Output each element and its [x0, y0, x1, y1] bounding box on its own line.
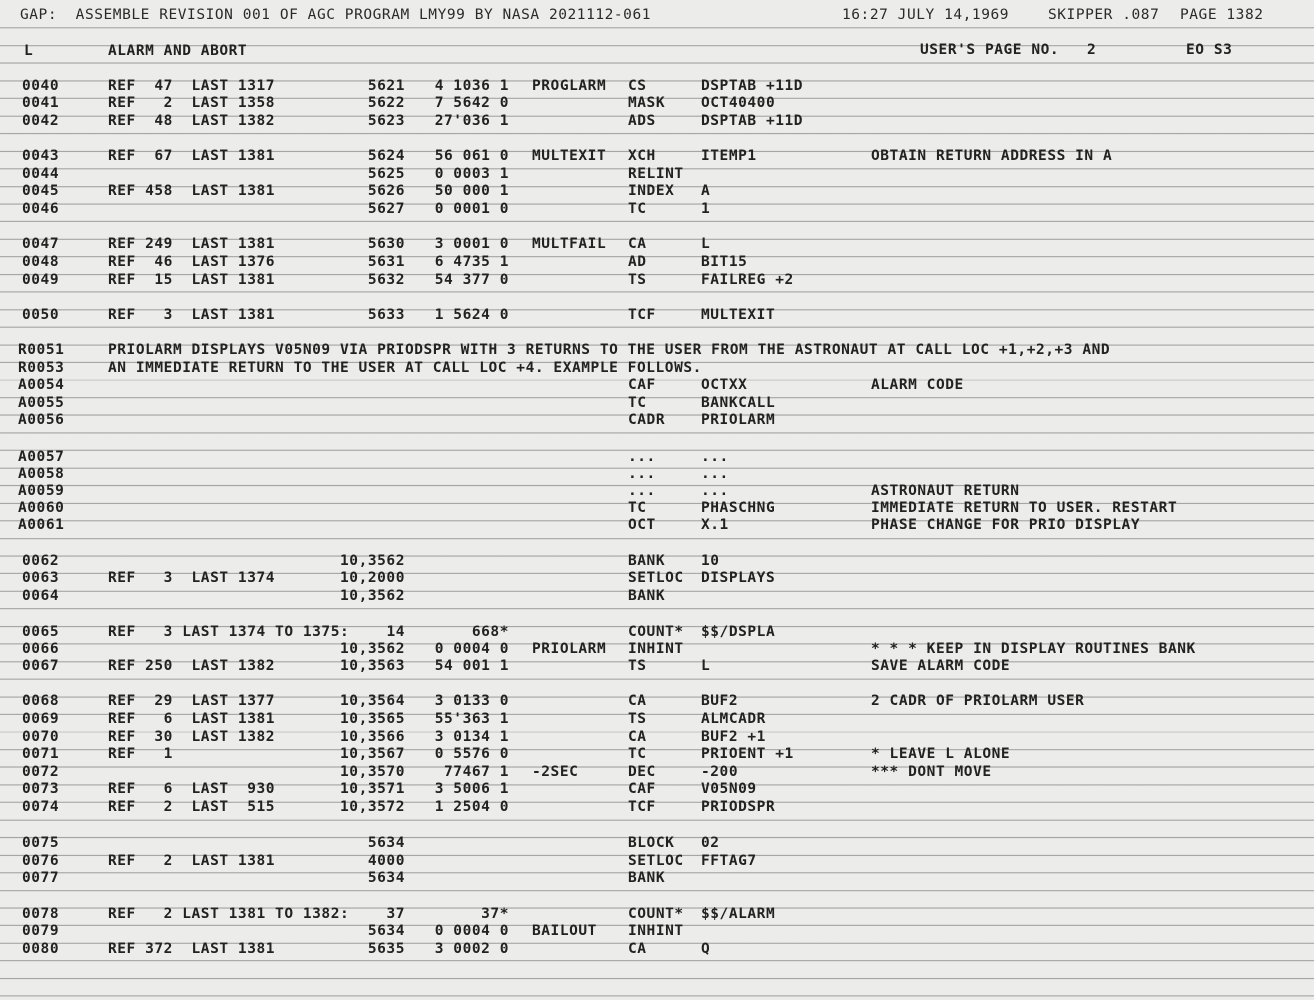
line-comment: ALARM CODE — [871, 377, 964, 393]
line-operand: -200 — [701, 764, 739, 780]
line-operand: $$/ALARM — [701, 906, 776, 922]
line-operand: DISPLAYS — [701, 570, 776, 586]
line-operand: Q — [701, 941, 711, 957]
line-ref: REF 6 LAST 1381 — [108, 711, 276, 727]
line-ref: AN IMMEDIATE RETURN TO THE USER AT CALL LOC +4. EXAMPLE FOLLOWS. — [108, 360, 702, 376]
line-op: ... — [628, 483, 656, 499]
line-op: BANK — [628, 588, 666, 604]
line-addr: 5623 — [367, 113, 405, 129]
line-addr: 5633 — [367, 307, 405, 323]
line-num: A0059 — [18, 483, 65, 499]
line-ref: REF 2 LAST 1381 — [108, 853, 276, 869]
line-addr: 10,3565 — [340, 711, 405, 727]
line-num: 0069 — [22, 711, 60, 727]
line-code: 27'036 1 — [434, 113, 509, 129]
line-operand: 1 — [701, 201, 711, 217]
line-op: COUNT* — [628, 624, 684, 640]
line-label: -2SEC — [532, 764, 579, 780]
line-num: 0079 — [22, 923, 60, 939]
line-addr: 10,3572 — [340, 799, 405, 815]
line-addr: 10,3571 — [340, 781, 405, 797]
line-ref: REF 67 LAST 1381 — [108, 148, 276, 164]
line-code: 3 0134 1 — [434, 729, 509, 745]
line-op: CS — [628, 78, 647, 94]
line-addr: 5632 — [367, 272, 405, 288]
line-operand: DSPTAB +11D — [701, 113, 804, 129]
line-op: DEC — [628, 764, 656, 780]
line-addr: 5635 — [367, 941, 405, 957]
line-addr: 5621 — [367, 78, 405, 94]
line-op: CA — [628, 693, 647, 709]
line-label: BAILOUT — [532, 923, 597, 939]
line-op: ADS — [628, 113, 656, 129]
line-operand: ITEMP1 — [701, 148, 757, 164]
line-op: AD — [628, 254, 647, 270]
line-operand: 10 — [701, 553, 720, 569]
line-addr: 10,3570 — [340, 764, 405, 780]
line-ref: REF 46 LAST 1376 — [108, 254, 276, 270]
line-code: 77467 1 — [444, 764, 509, 780]
line-ref: REF 372 LAST 1381 — [108, 941, 276, 957]
line-op: INHINT — [628, 923, 684, 939]
line-comment: OBTAIN RETURN ADDRESS IN A — [871, 148, 1113, 164]
line-ref: REF 3 LAST 1374 — [108, 570, 276, 586]
line-op: CAF — [628, 377, 656, 393]
line-ref: REF 1 — [108, 746, 173, 762]
line-code: 1 5624 0 — [434, 307, 509, 323]
line-op: BLOCK — [628, 835, 675, 851]
line-num: 0044 — [22, 166, 60, 182]
line-op: BANK — [628, 553, 666, 569]
line-comment: PHASE CHANGE FOR PRIO DISPLAY — [871, 517, 1141, 533]
line-num: 0077 — [22, 870, 60, 886]
line-addr: 14 — [386, 624, 405, 640]
line-comment: * * * KEEP IN DISPLAY ROUTINES BANK — [871, 641, 1196, 657]
line-num: 0050 — [22, 307, 60, 323]
line-operand: L — [701, 658, 711, 674]
line-code: 0 0004 0 — [434, 923, 509, 939]
line-code: 54 377 0 — [434, 272, 509, 288]
line-addr: 5634 — [367, 923, 405, 939]
line-ref: REF 6 LAST 930 — [108, 781, 276, 797]
line-operand: OCTXX — [701, 377, 748, 393]
line-num: 0066 — [22, 641, 60, 657]
listing-title: GAP: ASSEMBLE REVISION 001 OF AGC PROGRAM LMY99 BY NASA 2021112-061 — [20, 7, 652, 23]
line-op: TCF — [628, 307, 656, 323]
line-addr: 10,2000 — [340, 570, 405, 586]
line-num: A0057 — [18, 449, 65, 465]
line-num: R0051 — [18, 342, 65, 358]
line-ref: REF 47 LAST 1317 — [108, 78, 276, 94]
line-operand: BUF2 — [701, 693, 739, 709]
line-operand: FAILREG +2 — [701, 272, 794, 288]
line-operand: 02 — [701, 835, 720, 851]
line-ref: REF 15 LAST 1381 — [108, 272, 276, 288]
line-addr: 10,3564 — [340, 693, 405, 709]
line-operand: X.1 — [701, 517, 729, 533]
log-section-letter: L — [24, 43, 34, 59]
line-op: TC — [628, 201, 647, 217]
line-ref: PRIOLARM DISPLAYS V05N09 VIA PRIODSPR WITH 3 RETURNS TO THE USER FROM THE ASTRONAUT AT CALL LOC +1,+2,+3 AND — [108, 342, 1111, 358]
line-ref: REF 48 LAST 1382 — [108, 113, 276, 129]
line-code: 3 0133 0 — [434, 693, 509, 709]
line-num: 0080 — [22, 941, 60, 957]
line-op: TCF — [628, 799, 656, 815]
line-op: CADR — [628, 412, 666, 428]
line-operand: ... — [701, 449, 729, 465]
line-num: 0045 — [22, 183, 60, 199]
line-code: 7 5642 0 — [434, 95, 509, 111]
line-op: SETLOC — [628, 570, 684, 586]
line-op: ... — [628, 466, 656, 482]
line-label: PROGLARM — [532, 78, 607, 94]
line-addr: 10,3562 — [340, 553, 405, 569]
line-num: 0047 — [22, 236, 60, 252]
line-operand: A — [701, 183, 711, 199]
line-operand: PRIODSPR — [701, 799, 776, 815]
line-ref: REF 458 LAST 1381 — [108, 183, 276, 199]
users-page-number: USER'S PAGE NO. 2 — [920, 42, 1097, 58]
line-ref: REF 2 LAST 1381 TO 1382: — [108, 906, 350, 922]
line-code: 56 061 0 — [434, 148, 509, 164]
line-num: 0043 — [22, 148, 60, 164]
line-num: A0054 — [18, 377, 65, 393]
line-num: 0067 — [22, 658, 60, 674]
line-code: 4 1036 1 — [434, 78, 509, 94]
line-ref: REF 3 LAST 1374 TO 1375: — [108, 624, 350, 640]
line-num: A0058 — [18, 466, 65, 482]
line-code: 55'363 1 — [434, 711, 509, 727]
eo-code: EO S3 — [1186, 42, 1233, 58]
line-num: 0065 — [22, 624, 60, 640]
listing-timestamp: 16:27 JULY 14,1969 — [842, 7, 1010, 23]
line-addr: 4000 — [367, 853, 405, 869]
listing-page-number: PAGE 1382 — [1180, 7, 1264, 23]
line-addr: 10,3566 — [340, 729, 405, 745]
line-comment: *** DONT MOVE — [871, 764, 992, 780]
line-addr: 5631 — [367, 254, 405, 270]
line-addr: 10,3567 — [340, 746, 405, 762]
line-ref: REF 250 LAST 1382 — [108, 658, 276, 674]
line-num: 0063 — [22, 570, 60, 586]
line-num: 0075 — [22, 835, 60, 851]
line-code: 6 4735 1 — [434, 254, 509, 270]
line-num: 0041 — [22, 95, 60, 111]
line-num: A0061 — [18, 517, 65, 533]
line-num: 0068 — [22, 693, 60, 709]
line-label: MULTFAIL — [532, 236, 607, 252]
line-comment: SAVE ALARM CODE — [871, 658, 1011, 674]
line-operand: BIT15 — [701, 254, 748, 270]
line-addr: 37 — [386, 906, 405, 922]
line-comment: IMMEDIATE RETURN TO USER. RESTART — [871, 500, 1178, 516]
line-operand: BANKCALL — [701, 395, 776, 411]
line-num: R0053 — [18, 360, 65, 376]
line-op: TS — [628, 711, 647, 727]
line-addr: 10,3563 — [340, 658, 405, 674]
line-code: 3 5006 1 — [434, 781, 509, 797]
line-addr: 10,3562 — [340, 641, 405, 657]
line-op: XCH — [628, 148, 656, 164]
line-label: PRIOLARM — [532, 641, 607, 657]
line-op: TC — [628, 746, 647, 762]
line-code: 668* — [471, 624, 509, 640]
line-op: CA — [628, 729, 647, 745]
line-addr: 5626 — [367, 183, 405, 199]
line-ref: REF 30 LAST 1382 — [108, 729, 276, 745]
line-ref: REF 29 LAST 1377 — [108, 693, 276, 709]
line-op: BANK — [628, 870, 666, 886]
line-num: 0076 — [22, 853, 60, 869]
line-num: 0074 — [22, 799, 60, 815]
line-num: 0078 — [22, 906, 60, 922]
line-op: TS — [628, 272, 647, 288]
line-operand: PRIOENT +1 — [701, 746, 794, 762]
line-num: 0042 — [22, 113, 60, 129]
line-addr: 5634 — [367, 870, 405, 886]
line-operand: OCT40400 — [701, 95, 776, 111]
line-op: SETLOC — [628, 853, 684, 869]
line-ref: REF 2 LAST 515 — [108, 799, 276, 815]
line-code: 0 0004 0 — [434, 641, 509, 657]
line-op: COUNT* — [628, 906, 684, 922]
line-num: A0060 — [18, 500, 65, 516]
line-op: TC — [628, 395, 647, 411]
line-operand: $$/DSPLA — [701, 624, 776, 640]
line-code: 0 5576 0 — [434, 746, 509, 762]
line-op: TS — [628, 658, 647, 674]
line-ref: REF 3 LAST 1381 — [108, 307, 276, 323]
line-code: 1 2504 0 — [434, 799, 509, 815]
line-num: A0056 — [18, 412, 65, 428]
line-op: MASK — [628, 95, 666, 111]
line-addr: 10,3562 — [340, 588, 405, 604]
line-code: 3 0002 0 — [434, 941, 509, 957]
listing-skipper: SKIPPER .087 — [1048, 7, 1160, 23]
line-op: INHINT — [628, 641, 684, 657]
line-num: 0049 — [22, 272, 60, 288]
line-op: CA — [628, 941, 647, 957]
line-num: 0062 — [22, 553, 60, 569]
line-code: 50 000 1 — [434, 183, 509, 199]
line-operand: DSPTAB +11D — [701, 78, 804, 94]
line-comment: 2 CADR OF PRIOLARM USER — [871, 693, 1085, 709]
line-addr: 5625 — [367, 166, 405, 182]
line-num: 0070 — [22, 729, 60, 745]
line-operand: ALMCADR — [701, 711, 766, 727]
line-op: INDEX — [628, 183, 675, 199]
line-operand: MULTEXIT — [701, 307, 776, 323]
line-operand: BUF2 +1 — [701, 729, 766, 745]
line-operand: L — [701, 236, 711, 252]
line-label: MULTEXIT — [532, 148, 607, 164]
section-name: ALARM AND ABORT — [108, 43, 248, 59]
line-comment: * LEAVE L ALONE — [871, 746, 1011, 762]
line-num: 0073 — [22, 781, 60, 797]
line-operand: ... — [701, 483, 729, 499]
line-code: 54 001 1 — [434, 658, 509, 674]
line-num: 0072 — [22, 764, 60, 780]
line-num: 0064 — [22, 588, 60, 604]
line-addr: 5622 — [367, 95, 405, 111]
line-num: 0046 — [22, 201, 60, 217]
line-addr: 5624 — [367, 148, 405, 164]
line-code: 0 0001 0 — [434, 201, 509, 217]
line-operand: ... — [701, 466, 729, 482]
line-num: 0048 — [22, 254, 60, 270]
line-code: 0 0003 1 — [434, 166, 509, 182]
line-op: CAF — [628, 781, 656, 797]
line-addr: 5634 — [367, 835, 405, 851]
line-addr: 5630 — [367, 236, 405, 252]
line-ref: REF 2 LAST 1358 — [108, 95, 276, 111]
line-op: OCT — [628, 517, 656, 533]
line-num: 0040 — [22, 78, 60, 94]
line-num: 0071 — [22, 746, 60, 762]
line-operand: FFTAG7 — [701, 853, 757, 869]
line-op: TC — [628, 500, 647, 516]
line-addr: 5627 — [367, 201, 405, 217]
line-op: CA — [628, 236, 647, 252]
line-op: ... — [628, 449, 656, 465]
line-code: 3 0001 0 — [434, 236, 509, 252]
line-operand: V05N09 — [701, 781, 757, 797]
line-ref: REF 249 LAST 1381 — [108, 236, 276, 252]
line-operand: PRIOLARM — [701, 412, 776, 428]
line-comment: ASTRONAUT RETURN — [871, 483, 1020, 499]
line-code: 37* — [481, 906, 509, 922]
line-op: RELINT — [628, 166, 684, 182]
line-num: A0055 — [18, 395, 65, 411]
line-operand: PHASCHNG — [701, 500, 776, 516]
